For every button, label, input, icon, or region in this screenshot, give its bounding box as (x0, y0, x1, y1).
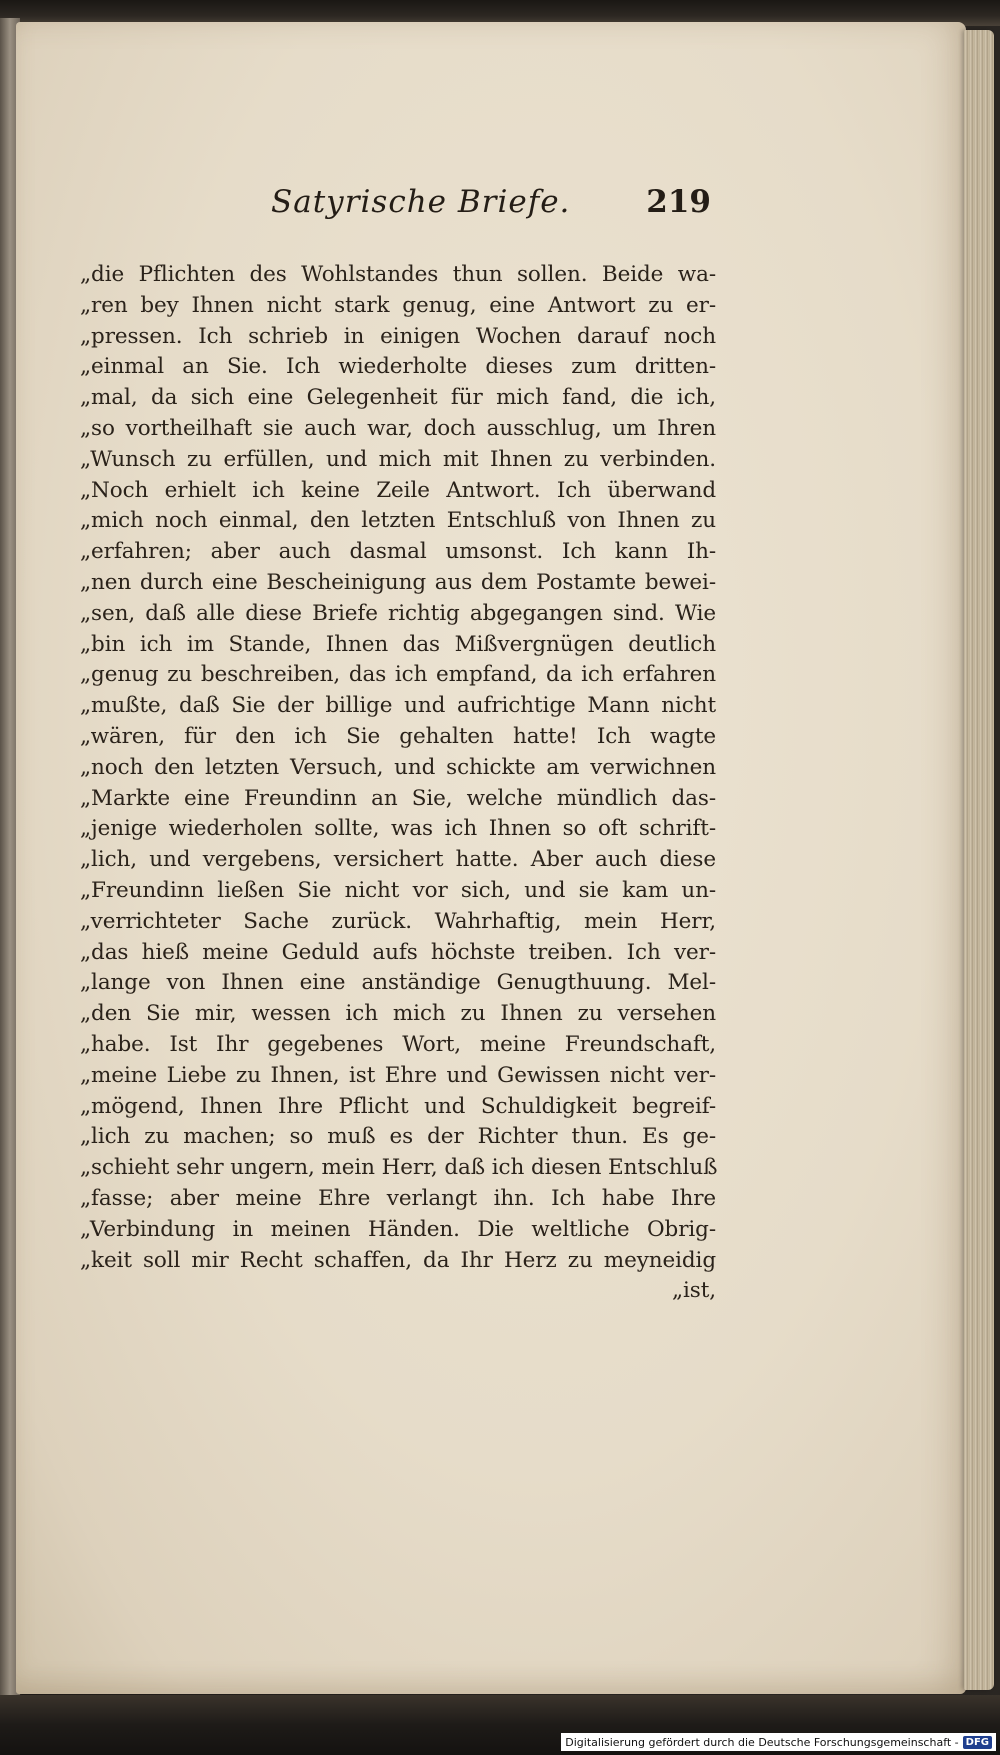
text-line: „das hieß meine Geduld aufs höchste treiben. Ich ver- (80, 939, 716, 965)
text-line: „bin ich im Stande, Ihnen das Mißvergnügen deutlich (80, 631, 716, 657)
page-header (271, 184, 711, 224)
text-line: „Verbindung in meinen Händen. Die weltliche Obrig- (80, 1216, 716, 1242)
text-line: „lange von Ihnen eine anständige Genugthuung. Mel- (80, 970, 716, 996)
text-line: „verrichteter Sache zurück. Wahrhaftig, mein Herr, (80, 908, 716, 934)
book-page (16, 22, 966, 1694)
text-line: „Markte eine Freundinn an Sie, welche mündlich das- (80, 785, 716, 811)
text-line: „schieht sehr ungern, mein Herr, daß ich diesen Entschluß (80, 1155, 718, 1181)
text-line: „wären, für den ich Sie gehalten hatte! Ich wagte (80, 723, 716, 749)
text-line: „ren bey Ihnen nicht stark genug, eine Antwort zu er- (80, 292, 716, 318)
text-line: „mögend, Ihnen Ihre Pflicht und Schuldigkeit begreif- (80, 1093, 716, 1119)
catchword: „ist, (671, 1278, 716, 1304)
dfg-logo: DFG (963, 1736, 992, 1749)
text-line: „pressen. Ich schrieb in einigen Wochen darauf noch (80, 323, 716, 349)
text-line: „einmal an Sie. Ich wiederholte dieses zum dritten- (80, 354, 716, 380)
text-line: „Noch erhielt ich keine Zeile Antwort. Ich überwand (80, 477, 716, 503)
text-line: „mal, da sich eine Gelegenheit für mich fand, die ich, (80, 385, 716, 411)
text-line: „lich zu machen; so muß es der Richter thun. Es ge- (80, 1124, 716, 1150)
text-line: „nen durch eine Bescheinigung aus dem Postamte bewei- (80, 569, 716, 595)
text-line: „Freundinn ließen Sie nicht vor sich, und sie kam un- (80, 877, 716, 903)
text-line: „mich noch einmal, den letzten Entschluß von Ihnen zu (80, 508, 716, 534)
digitization-credit (561, 1733, 996, 1751)
right-page-stack (964, 30, 994, 1690)
text-line: „keit soll mir Recht schaffen, da Ihr Herz zu meyneidig (80, 1247, 716, 1273)
running-title: Satyrische Briefe. (271, 184, 571, 220)
text-line: „erfahren; aber auch dasmal umsonst. Ich kann Ih- (80, 539, 716, 565)
text-line: „sen, daß alle diese Briefe richtig abgegangen sind. Wie (80, 600, 716, 626)
credit-text: Digitalisierung gefördert durch die Deutsche Forschungsgemeinschaft - (565, 1735, 959, 1749)
text-line: „die Pflichten des Wohlstandes thun sollen. Beide wa- (80, 262, 716, 287)
text-line: „meine Liebe zu Ihnen, ist Ehre und Gewissen nicht ver- (80, 1062, 716, 1088)
page-number: 219 (646, 184, 711, 220)
text-line: „so vortheilhaft sie auch war, doch ausschlug, um Ihren (80, 415, 716, 441)
text-line: „jenige wiederholen sollte, was ich Ihnen so oft schrift- (80, 816, 716, 842)
text-line: „Wunsch zu erfüllen, und mich mit Ihnen zu verbinden. (80, 446, 716, 472)
text-line: „genug zu beschreiben, das ich empfand, da ich erfahren (80, 662, 716, 688)
text-line: „noch den letzten Versuch, und schickte am verwichnen (80, 754, 716, 780)
text-line: „mußte, daß Sie der billige und aufrichtige Mann nicht (80, 693, 716, 719)
text-line: „habe. Ist Ihr gegebenes Wort, meine Freundschaft, (80, 1031, 716, 1057)
text-line: „fasse; aber meine Ehre verlangt ihn. Ich habe Ihre (80, 1185, 716, 1211)
text-line: „den Sie mir, wessen ich mich zu Ihnen zu versehen (80, 1001, 716, 1027)
text-line: „lich, und vergebens, versichert hatte. Aber auch diese (80, 847, 716, 873)
body-text (80, 260, 716, 1307)
